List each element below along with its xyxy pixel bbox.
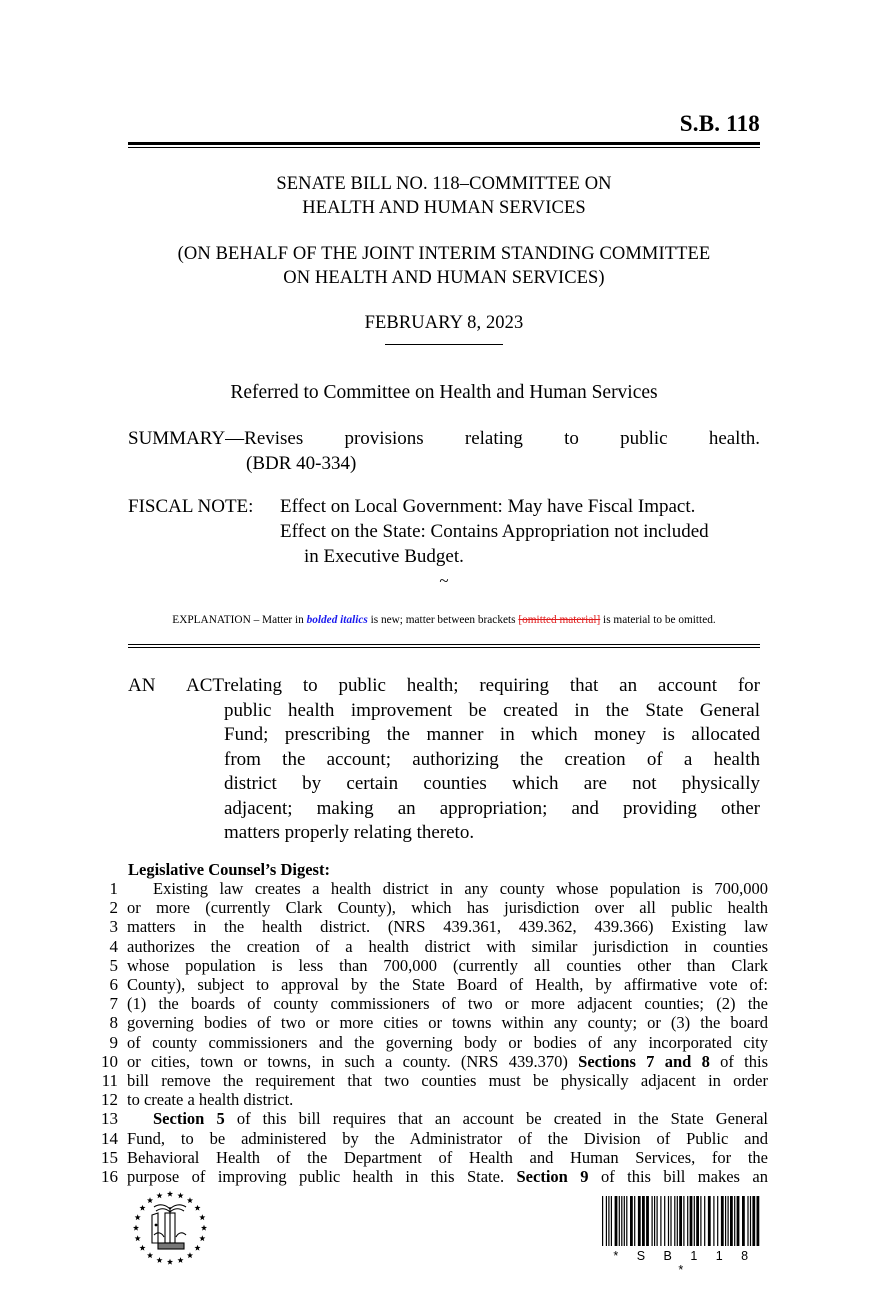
an-act-line: Fund; prescribing the manner in which money is allocated bbox=[224, 724, 760, 745]
fiscal-note-label: FISCAL NOTE: bbox=[128, 496, 254, 517]
section-reference: Sections 7 and 8 bbox=[578, 1051, 710, 1071]
tilde-separator: ~ bbox=[439, 571, 449, 590]
digest-line bbox=[88, 1090, 768, 1109]
an-act-line: matters properly relating thereto. bbox=[224, 822, 475, 843]
referral-block bbox=[128, 380, 760, 406]
digest-line bbox=[88, 1013, 768, 1032]
an-act-body bbox=[224, 674, 760, 846]
bill-date: FEBRUARY 8, 2023 bbox=[364, 313, 524, 333]
an-act-line: adjacent; making an appropriation; and providing other bbox=[224, 797, 760, 819]
digest-line-text: of county commissioners and the governing body or bodies of any incorporated city bbox=[127, 1032, 768, 1052]
digest-line-text: matters in the health district. (NRS 439.361, 439.362, 439.366) Existing law bbox=[127, 917, 768, 937]
explanation-middle: is new; matter between brackets bbox=[367, 614, 519, 626]
digest-line bbox=[88, 879, 768, 898]
an-act-block bbox=[128, 674, 760, 846]
digest-line-text: or more (currently Clark County), which has jurisdiction over all public health bbox=[127, 898, 768, 918]
digest-line-text: authorizes the creation of a health district with similar jurisdiction in counties bbox=[127, 936, 768, 956]
digest-line bbox=[88, 975, 768, 994]
digest-line-number: 9 bbox=[109, 1032, 118, 1052]
explanation-rule-wrap bbox=[128, 644, 760, 648]
digest-lines bbox=[88, 879, 768, 1186]
bill-title-line-2: HEALTH AND HUMAN SERVICES bbox=[302, 198, 586, 218]
digest-line bbox=[88, 1052, 768, 1071]
digest-line-text: Fund, to be administered by the Administrator of the Division of Public and bbox=[127, 1128, 768, 1148]
sponsor-line-1: (ON BEHALF OF THE JOINT INTERIM STANDING COMMITTEE bbox=[177, 244, 711, 264]
digest-line-text: Existing law creates a health district in any county whose population is 700,000 bbox=[153, 879, 768, 898]
an-act-line: district by certain counties which are not physically bbox=[224, 773, 760, 794]
digest-heading: Legislative Counsel’s Digest: bbox=[128, 860, 330, 879]
section-reference: Section 9 bbox=[516, 1167, 589, 1187]
digest-line bbox=[88, 1033, 768, 1052]
nevada-state-seal-icon bbox=[128, 1185, 212, 1271]
digest-line bbox=[88, 1148, 768, 1167]
digest-line-number: 16 bbox=[101, 1167, 118, 1187]
digest-line bbox=[88, 898, 768, 917]
legislative-digest bbox=[88, 860, 768, 1186]
referred-to-committee: Referred to Committee on Health and Human Services bbox=[230, 382, 658, 403]
summary-label: SUMMARY— bbox=[128, 428, 245, 449]
digest-line-number: 14 bbox=[101, 1128, 118, 1148]
sponsor-line-2: ON HEALTH AND HUMAN SERVICES) bbox=[283, 268, 605, 288]
digest-line bbox=[88, 917, 768, 936]
digest-line bbox=[88, 1109, 768, 1128]
fiscal-note-line-1: Effect on Local Government: May have Fiscal Impact. bbox=[280, 496, 696, 517]
digest-line-text: (1) the boards of county commissioners of two or more adjacent counties; (2) the bbox=[127, 994, 768, 1014]
an-act-line: relating to public health; requiring that an account for bbox=[224, 675, 760, 696]
digest-line bbox=[88, 1129, 768, 1148]
bill-header bbox=[128, 112, 760, 148]
digest-line bbox=[88, 1071, 768, 1090]
an-act-label: AN ACT bbox=[128, 675, 224, 696]
digest-line-number: 10 bbox=[101, 1051, 118, 1071]
digest-line-text: purpose of improving public health in this State. Section 9 of this bill makes an bbox=[127, 1167, 768, 1187]
digest-line-text: or cities, town or towns, in such a county. (NRS 439.370) Sections 7 and 8 of this bbox=[127, 1051, 768, 1071]
bill-sponsor-note bbox=[128, 242, 760, 290]
digest-line bbox=[88, 937, 768, 956]
fiscal-note-line-2: Effect on the State: Contains Appropriation not included bbox=[280, 521, 709, 542]
digest-line bbox=[88, 956, 768, 975]
digest-line-text: governing bodies of two or more cities or towns within any county; or (3) the board bbox=[127, 1013, 768, 1033]
digest-line bbox=[88, 994, 768, 1013]
digest-line-number: 13 bbox=[101, 1109, 118, 1129]
digest-line-number: 4 bbox=[109, 936, 118, 956]
bill-title bbox=[128, 172, 760, 220]
explanation-note bbox=[134, 613, 754, 628]
barcode-block bbox=[600, 1196, 762, 1277]
summary-line-1 bbox=[128, 426, 760, 451]
digest-line-text: County), subject to approval by the State Board of Health, by affirmative vote of: bbox=[127, 975, 768, 995]
summary-text: Revises provisions relating to public health. bbox=[244, 428, 760, 449]
date-separator-rule bbox=[385, 344, 503, 345]
fiscal-note-row bbox=[128, 494, 760, 569]
digest-line-number: 12 bbox=[101, 1090, 118, 1110]
bill-number: S.B. 118 bbox=[679, 111, 760, 136]
digest-line-number: 2 bbox=[109, 898, 118, 918]
header-double-rule bbox=[128, 142, 760, 148]
digest-line-text: Behavioral Health of the Department of Health and Human Services, for the bbox=[127, 1147, 768, 1167]
barcode-image bbox=[600, 1196, 762, 1246]
bill-title-line-1: SENATE BILL NO. 118–COMMITTEE ON bbox=[276, 174, 612, 194]
summary-block bbox=[128, 426, 760, 476]
explanation-omitted-material: [omitted material] bbox=[518, 614, 601, 626]
digest-line-number: 7 bbox=[109, 994, 118, 1014]
digest-line-number: 3 bbox=[109, 917, 118, 937]
digest-line-number: 11 bbox=[101, 1071, 118, 1091]
fiscal-note-body bbox=[280, 494, 760, 569]
barcode-label: * S B 1 1 8 * bbox=[613, 1249, 756, 1277]
an-act-line: public health improvement be created in the State General bbox=[224, 699, 760, 721]
explanation-new-material: bolded italics bbox=[306, 614, 368, 626]
digest-line-text: bill remove the requirement that two counties must be physically adjacent in order bbox=[127, 1071, 768, 1091]
section-reference: Section 5 bbox=[153, 1109, 225, 1129]
explanation-suffix: is material to be omitted. bbox=[600, 614, 716, 626]
digest-line-number: 5 bbox=[109, 955, 118, 975]
digest-line-text: to create a health district. bbox=[127, 1090, 294, 1110]
explanation-prefix: EXPLANATION – Matter in bbox=[172, 614, 307, 626]
bill-date-block bbox=[128, 311, 760, 345]
digest-line-text: Section 5 of this bill requires that an account be created in the State General bbox=[153, 1109, 768, 1129]
fiscal-note-block bbox=[128, 494, 760, 569]
digest-line-number: 15 bbox=[101, 1147, 118, 1167]
digest-line-text: whose population is less than 700,000 (currently all counties other than Clark bbox=[127, 955, 768, 975]
an-act-line: from the account; authorizing the creation of a health bbox=[224, 748, 760, 770]
summary-bdr: (BDR 40-334) bbox=[246, 453, 357, 474]
digest-line-number: 1 bbox=[109, 879, 118, 898]
digest-line bbox=[88, 1167, 768, 1186]
explanation-double-rule bbox=[128, 644, 760, 648]
digest-line-number: 6 bbox=[109, 975, 118, 995]
digest-line-number: 8 bbox=[109, 1013, 118, 1033]
fiscal-note-line-3: in Executive Budget. bbox=[304, 546, 464, 567]
